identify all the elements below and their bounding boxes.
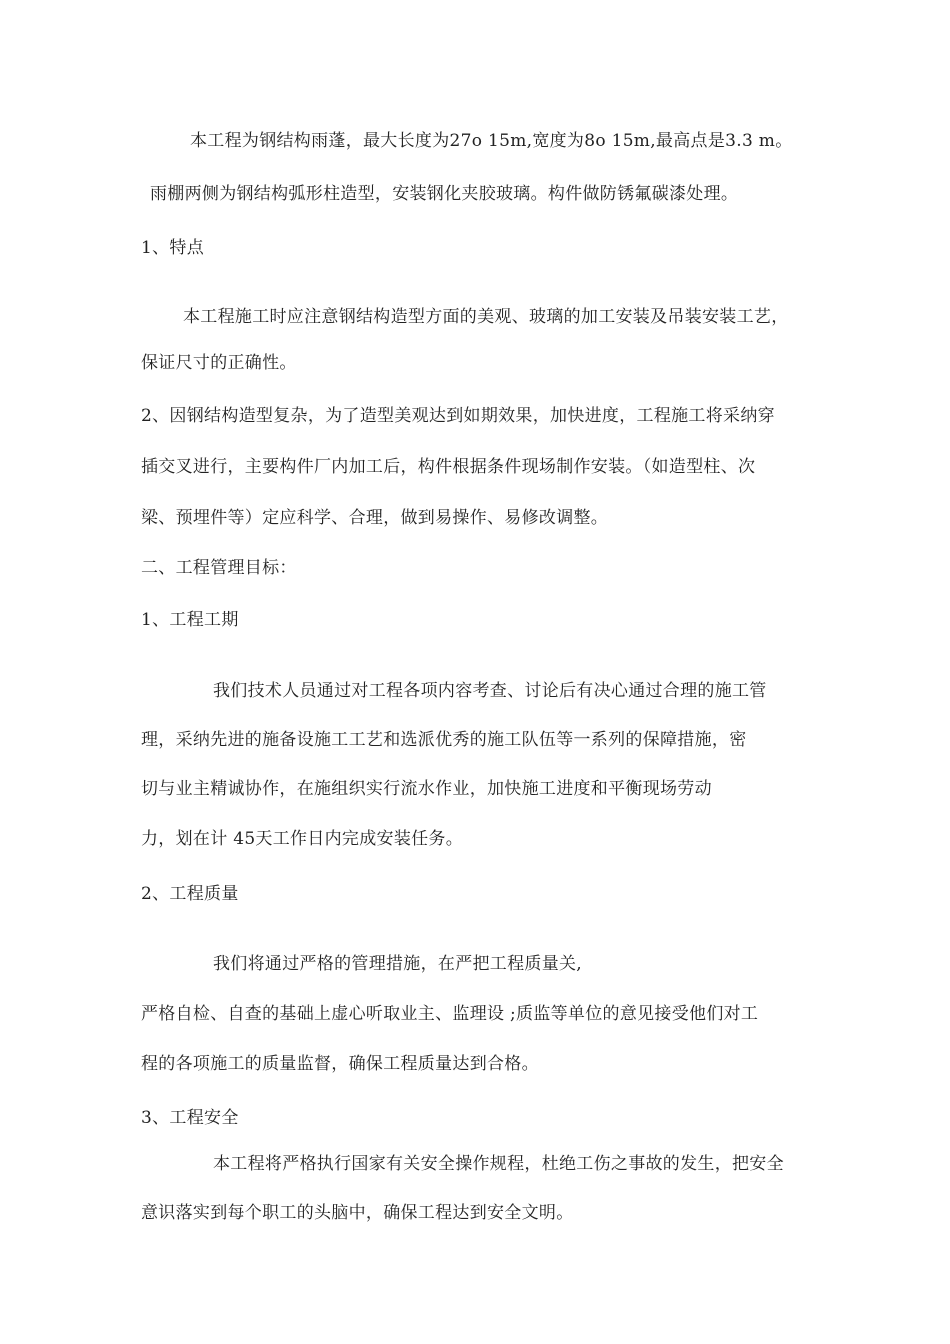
paragraph-line-21: 意识落实到每个职工的头脑中，确保工程达到安全文明。 <box>141 1203 574 1223</box>
paragraph-line-18: 程的各项施工的质量监督，确保工程质量达到合格。 <box>141 1054 539 1074</box>
paragraph-line-7: 插交叉进行，主要构件厂内加工后，构件根据条件现场制作安装。（如造型柱、次 <box>141 457 756 477</box>
paragraph-line-4: 本工程施工时应注意钢结构造型方面的美观、玻璃的加工安装及吊装安装工艺， <box>183 307 789 327</box>
section-heading-quality: 2、工程质量 <box>141 884 239 904</box>
section-heading-features: 1、特点 <box>141 238 205 258</box>
paragraph-line-14: 力，划在计 45天工作日内完成安装任务。 <box>141 829 464 849</box>
paragraph-line-17: 严格自检、自查的基础上虚心听取业主、监理设 ;质监等单位的意见接受他们对工 <box>141 1004 759 1024</box>
paragraph-line-11: 我们技术人员通过对工程各项内容考查、讨论后有决心通过合理的施工管 <box>213 681 767 701</box>
paragraph-line-2: 雨棚两侧为钢结构弧形柱造型，安装钢化夹胶玻璃。构件做防锈氟碳漆处理。 <box>150 184 739 204</box>
paragraph-line-5: 保证尺寸的正确性。 <box>141 353 297 373</box>
paragraph-line-13: 切与业主精诚协作，在施组织实行流水作业，加快施工进度和平衡现场劳动 <box>141 779 712 799</box>
section-heading-schedule: 1、工程工期 <box>141 610 239 630</box>
section-heading-management-goals: 二、工程管理目标： <box>141 558 297 578</box>
paragraph-line-1: 本工程为钢结构雨蓬，最大长度为27o 15m,宽度为8o 15m,最高点是3.3 m。 <box>190 131 793 151</box>
paragraph-line-6: 2、因钢结构造型复杂，为了造型美观达到如期效果，加快进度，工程施工将采纳穿 <box>141 406 775 426</box>
paragraph-line-20: 本工程将严格执行国家有关安全操作规程，杜绝工伤之事故的发生，把安全 <box>213 1154 784 1174</box>
paragraph-line-16: 我们将通过严格的管理措施，在严把工程质量关, <box>213 954 583 974</box>
paragraph-line-12: 理，采纳先进的施备设施工工艺和选派优秀的施工队伍等一系列的保障措施，密 <box>141 730 747 750</box>
paragraph-line-8: 梁、预埋件等）定应科学、合理，做到易操作、易修改调整。 <box>141 508 609 528</box>
section-heading-safety: 3、工程安全 <box>141 1108 239 1128</box>
